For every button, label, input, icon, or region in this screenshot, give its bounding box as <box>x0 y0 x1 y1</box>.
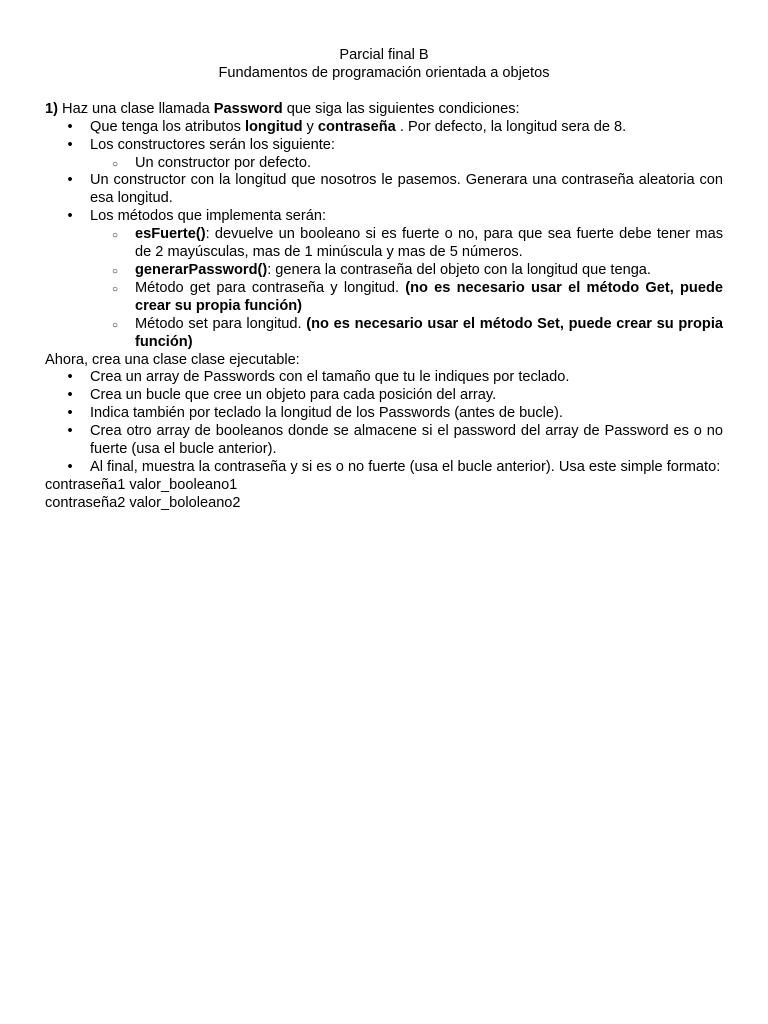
bullet-icon: • <box>67 208 73 225</box>
bullet-icon: • <box>67 387 73 404</box>
method-item <box>90 226 723 262</box>
method-name: esFuerte() <box>135 226 206 243</box>
question-1-list <box>45 119 723 352</box>
methods-list <box>90 226 723 351</box>
circle-bullet-icon: ○ <box>111 319 119 331</box>
method-desc: Método set para longitud. <box>135 315 307 332</box>
item-text: Los métodos que implementa serán: <box>90 208 327 225</box>
item-text: Crea otro array de booleanos donde se almacene si el password del array de Password es o no fuerte (usa el bucle anterior). <box>90 423 723 458</box>
list-item <box>45 387 723 405</box>
method-note: (no es necesario usar el método Set, puede crear su propia función) <box>135 315 723 350</box>
circle-bullet-icon: ○ <box>111 265 119 277</box>
document-content <box>45 47 723 513</box>
circle-bullet-icon: ○ <box>111 230 119 242</box>
method-item <box>90 316 723 352</box>
question-1-intro <box>45 101 723 119</box>
method-desc: Método get para contraseña y longitud. <box>135 279 406 296</box>
exec-intro: Ahora, crea una clase clase ejecutable: <box>45 351 300 368</box>
item-text: Los constructores serán los siguiente: <box>90 136 335 153</box>
item-text: Al final, muestra la contraseña y si es o no fuerte (usa el bucle anterior). Usa este simple formato: <box>90 458 721 475</box>
circle-bullet-icon: ○ <box>111 283 119 295</box>
doc-title: Parcial final B <box>339 47 429 63</box>
list-item <box>45 369 723 387</box>
output-line-2: contraseña2 valor_bololeano2 <box>45 494 241 511</box>
list-item <box>45 172 723 208</box>
exec-list <box>45 369 723 476</box>
item-text: Crea un bucle que cree un objeto para cada posición del array. <box>90 387 497 404</box>
bullet-icon: • <box>67 172 73 189</box>
attr-contrasena: contraseña <box>317 118 396 135</box>
list-item <box>45 405 723 423</box>
sub-list <box>90 155 723 173</box>
list-item <box>45 137 723 173</box>
list-item <box>45 459 723 477</box>
bullet-icon: • <box>67 458 73 475</box>
bullet-icon: • <box>67 423 73 440</box>
list-item <box>45 208 723 351</box>
item-text: Que tenga los atributos <box>90 118 245 135</box>
sub-list-item <box>90 155 723 173</box>
intro-text: Haz una clase llamada <box>57 100 214 117</box>
method-note: (no es necesario usar el método Get, puede crear su propia función) <box>135 279 723 314</box>
list-item <box>45 119 723 137</box>
item-text: Indica también por teclado la longitud de los Passwords (antes de bucle). <box>90 405 563 422</box>
method-name: generarPassword() <box>135 261 268 278</box>
method-item <box>90 280 723 316</box>
item-text: y <box>302 118 318 135</box>
method-desc: : genera la contraseña del objeto con la longitud que tenga. <box>267 261 651 278</box>
circle-bullet-icon: ○ <box>111 158 119 170</box>
bullet-icon: • <box>67 369 73 386</box>
attr-longitud: longitud <box>244 118 303 135</box>
intro-text-end: que siga las siguientes condiciones: <box>282 100 520 117</box>
doc-subtitle: Fundamentos de programación orientada a objetos <box>218 64 550 81</box>
question-number: 1) <box>45 100 58 117</box>
bullet-icon: • <box>67 405 73 422</box>
spacer <box>45 83 723 101</box>
method-desc: : devuelve un booleano si es fuerte o no, para que sea fuerte debe tener mas de 2 mayúsculas, mas de 1 minúscula y mas de 5 números. <box>135 226 723 261</box>
item-text: Un constructor con la longitud que nosotros le pasemos. Generara una contraseña aleatoria con esa longitud. <box>90 172 723 207</box>
bullet-icon: • <box>67 118 73 135</box>
item-text: Crea un array de Passwords con el tamaño que tu le indiques por teclado. <box>90 369 570 386</box>
method-item <box>90 262 723 280</box>
class-name: Password <box>213 100 283 117</box>
item-text: Un constructor por defecto. <box>135 154 312 171</box>
item-text: . Por defecto, la longitud sera de 8. <box>395 118 627 135</box>
output-line-1: contraseña1 valor_booleano1 <box>45 476 238 493</box>
list-item <box>45 423 723 459</box>
bullet-icon: • <box>67 136 73 153</box>
